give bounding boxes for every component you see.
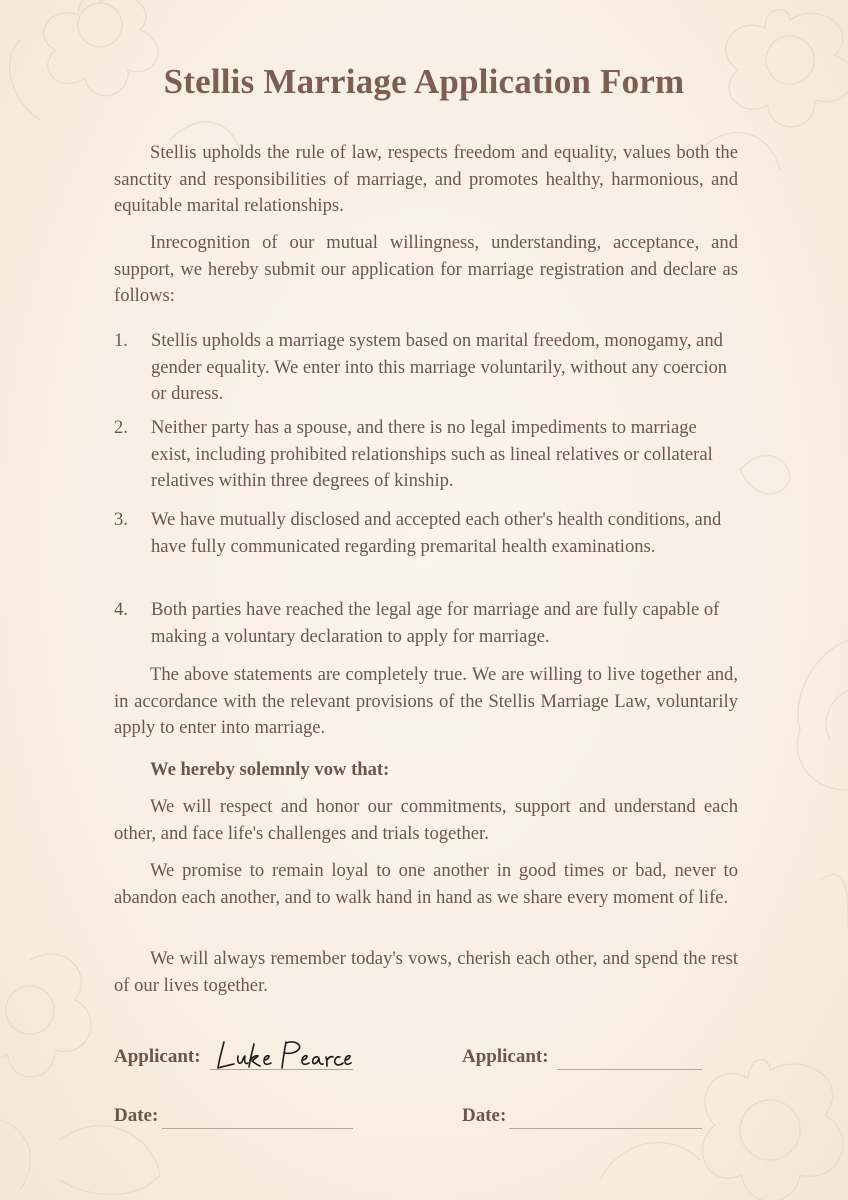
vow-block-1 bbox=[114, 794, 738, 847]
vow-heading: We hereby solemnly vow that: bbox=[150, 759, 390, 780]
list-item-text: Both parties have reached the legal age for marriage and are fully capable of making a voluntary declaration to apply for marriage. bbox=[151, 599, 720, 647]
statement-block bbox=[114, 662, 738, 742]
intro-paragraph: Stellis upholds the rule of law, respects freedom and equality, values both the sanctity and responsibilities of marriage, and promotes healthy, harmonious, and equitable marital relationships. bbox=[114, 142, 738, 216]
vow-block-2 bbox=[114, 858, 738, 911]
list-item-number: 4. bbox=[114, 599, 128, 620]
left-applicant-signature bbox=[212, 1038, 352, 1072]
list-item-text: Stellis upholds a marriage system based on marital freedom, monogamy, and gender equality. We enter into this marriage voluntarily, without any coercion or duress. bbox=[151, 330, 728, 404]
left-date-label: Date: bbox=[114, 1105, 159, 1126]
vow-paragraph: We will always remember today's vows, cherish each other, and spend the rest of our lives together. bbox=[114, 948, 738, 996]
list-item-number: 2. bbox=[114, 417, 128, 438]
list-item-number: 3. bbox=[114, 509, 128, 530]
intro-paragraph: Inrecognition of our mutual willingness, understanding, acceptance, and support, we hereby submit our application for marriage registration and declare as follows: bbox=[114, 232, 738, 306]
vow-block-3 bbox=[114, 946, 738, 999]
right-date-label: Date: bbox=[462, 1105, 507, 1126]
vow-paragraph: We will respect and honor our commitments, support and understand each other, and face life's challenges and trials together. bbox=[114, 796, 738, 844]
intro-block bbox=[114, 140, 738, 220]
list-item-number: 1. bbox=[114, 330, 128, 351]
right-date-line[interactable] bbox=[509, 1128, 702, 1129]
list-item-text: We have mutually disclosed and accepted each other's health conditions, and have fully communicated regarding premarital health examinations. bbox=[151, 509, 722, 557]
statement-paragraph: The above statements are completely true. We are willing to live together and, in accordance with the relevant provisions of the Stellis Marriage Law, voluntarily apply to enter into marriage. bbox=[114, 664, 738, 738]
left-applicant-label: Applicant: bbox=[114, 1046, 201, 1067]
right-applicant-signature-line[interactable] bbox=[557, 1069, 702, 1070]
page-title: Stellis Marriage Application Form bbox=[163, 62, 685, 101]
right-applicant-label: Applicant: bbox=[462, 1046, 549, 1067]
list-item-text: Neither party has a spouse, and there is no legal impediments to marriage exist, including prohibited relationships such as lineal relatives or collateral relatives within three degrees of kinship. bbox=[151, 417, 713, 491]
vow-paragraph: We promise to remain loyal to one another in good times or bad, never to abandon each another, and to walk hand in hand as we share every moment of life. bbox=[114, 860, 738, 908]
intro-block-2 bbox=[114, 230, 738, 310]
left-date-line[interactable] bbox=[162, 1128, 353, 1129]
